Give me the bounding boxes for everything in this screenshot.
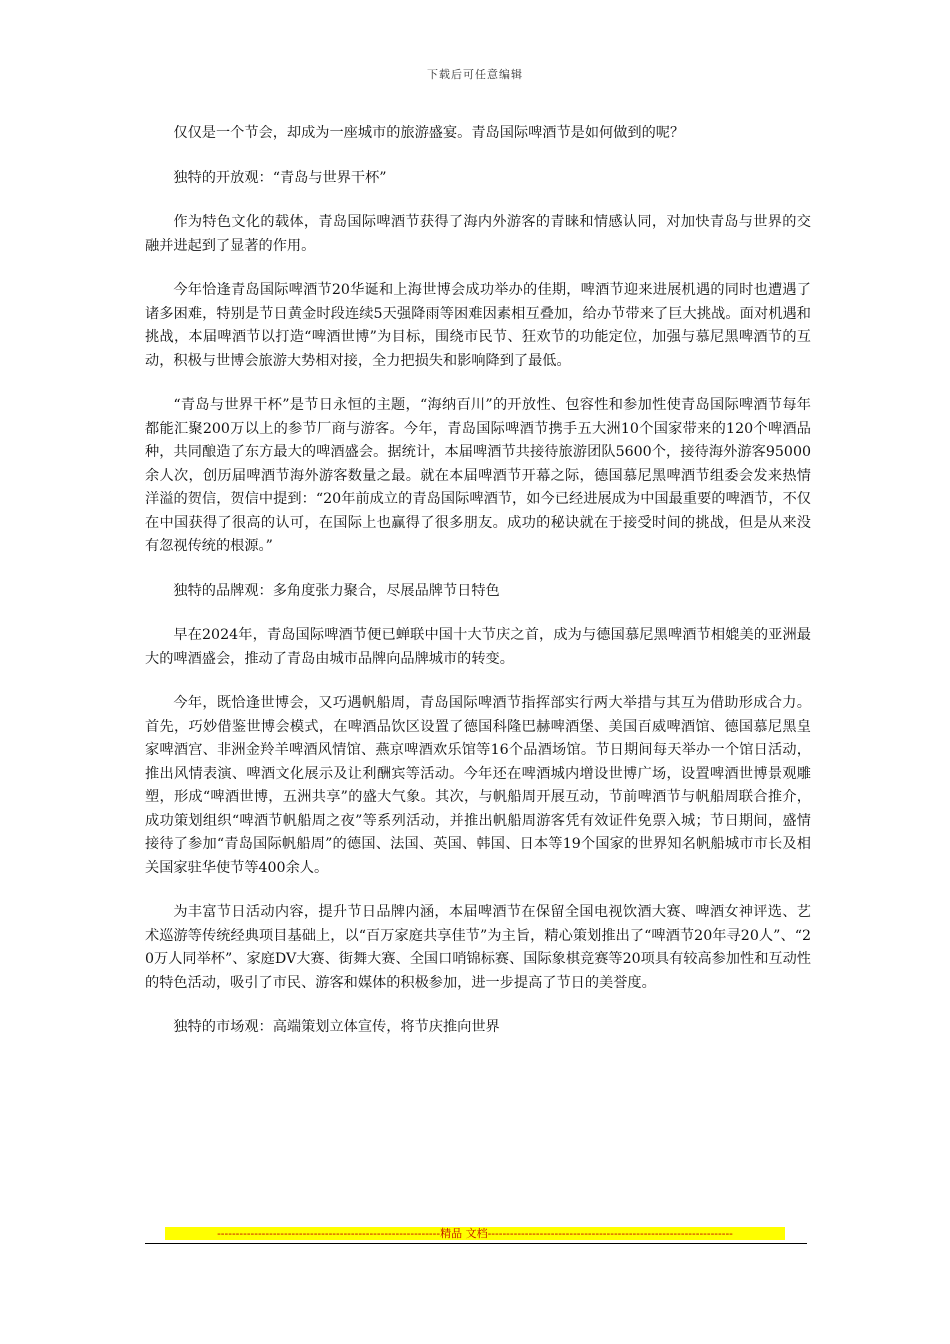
document-body (145, 122, 811, 1061)
section-heading-market: 独特的市场观：高端策划立体宣传，将节庆推向世界 (173, 1019, 500, 1035)
section-heading-openness: 独特的开放观：“青岛与世界干杯” (173, 169, 387, 186)
paragraph: 今年，既恰逢世博会，又巧遇帆船周，青岛国际啤酒节指挥部实行两大举措与其互为借助形成合力。首先，巧妙借鉴世博会模式，在啤酒品饮区设置了德国科隆巴赫啤酒堡、美国百威啤酒馆、德国慕尼黑皇家啤酒宫、非洲金羚羊啤酒风情馆、燕京啤酒欢乐馆等16个品酒场馆。节日期间每天举办一个馆日活动，推出风情表演、啤酒文化展示及让利酬宾等活动。今年还在啤酒城内增设世博广场，设置啤酒世博景观雕塑，形成“啤酒世博，五洲共享”的盛大气象。其次，与帆船周开展互动，节前啤酒节与帆船周联合推介，成功策划组织“啤酒节帆船周之夜”等系列活动，并推出帆船周游客凭有效证件免票入城；节日期间，盛情接待了参加“青岛国际帆船周”的德国、法国、英国、韩国、日本等19个国家的世界知名帆船城市市长及相关国家驻华使节等400余人。 (145, 695, 811, 876)
page-header-caption: 下载后可任意编辑 (427, 68, 523, 81)
paragraph: 为丰富节日活动内容，提升节日品牌内涵，本届啤酒节在保留全国电视饮酒大赛、啤酒女神评选、艺术巡游等传统经典项目基础上，以“百万家庭共享佳节”为主旨，精心策划推出了“啤酒节20年寻20人”、“20万人同举杯”、家庭DV大赛、街舞大赛、全国口哨锦标赛、国际象棋竞赛等20项具有较高参加性和互动性的特色活动，吸引了市民、游客和媒体的积极参加，进一步提高了节日的美誉度。 (145, 904, 811, 991)
paragraph: 作为特色文化的载体，青岛国际啤酒节获得了海内外游客的青睐和情感认同，对加快青岛与世界的交融并进起到了显著的作用。 (145, 214, 811, 254)
section-heading-brand: 独特的品牌观：多角度张力聚合，尽展品牌节日特色 (173, 582, 500, 599)
paragraph: 早在2024年，青岛国际啤酒节便已蝉联中国十大节庆之首，成为与德国慕尼黑啤酒节相媲美的亚洲最大的啤酒盛会，推动了青岛由城市品牌向品牌城市的转变。 (145, 627, 811, 667)
paragraph: “青岛与世界干杯”是节日永恒的主题，“海纳百川”的开放性、包容性和参加性使青岛国际啤酒节每年都能汇聚200万以上的参节厂商与游客。今年，青岛国际啤酒节携手五大洲10个国家带来的120个啤酒品种，共同酿造了东方最大的啤酒盛会。据统计，本届啤酒节共接待旅游团队5600个，接待海外游客95000余人次，创历届啤酒节海外游客数量之最。就在本届啤酒节开幕之际，德国慕尼黑啤酒节组委会发来热情洋溢的贺信，贺信中提到：“20年前成立的青岛国际啤酒节，如今已经进展成为中国最重要的啤酒节，不仅在中国获得了很高的认可，在国际上也赢得了很多朋友。成功的秘诀就在于接受时间的挑战，但是从来没有忽视传统的根源。” (145, 397, 811, 554)
footer-banner: ------------------------------------------------------------精品 文档------------------------------------------------------------------ (165, 1227, 785, 1240)
paragraph-intro: 仅仅是一个节会，却成为一座城市的旅游盛宴。青岛国际啤酒节是如何做到的呢？ (173, 125, 685, 141)
footer-divider (145, 1243, 807, 1244)
paragraph: 今年恰逢青岛国际啤酒节20华诞和上海世博会成功举办的佳期，啤酒节迎来进展机遇的同时也遭遇了诸多困难，特别是节日黄金时段连续5天强降雨等困难因素相互叠加，给办节带来了巨大挑战。面对机遇和挑战，本届啤酒节以打造“啤酒世博”为目标，围绕市民节、狂欢节的功能定位，加强与慕尼黑啤酒节的互动，积极与世博会旅游大势相对接，全力把损失和影响降到了最低。 (145, 282, 811, 369)
page-footer (145, 1227, 807, 1244)
